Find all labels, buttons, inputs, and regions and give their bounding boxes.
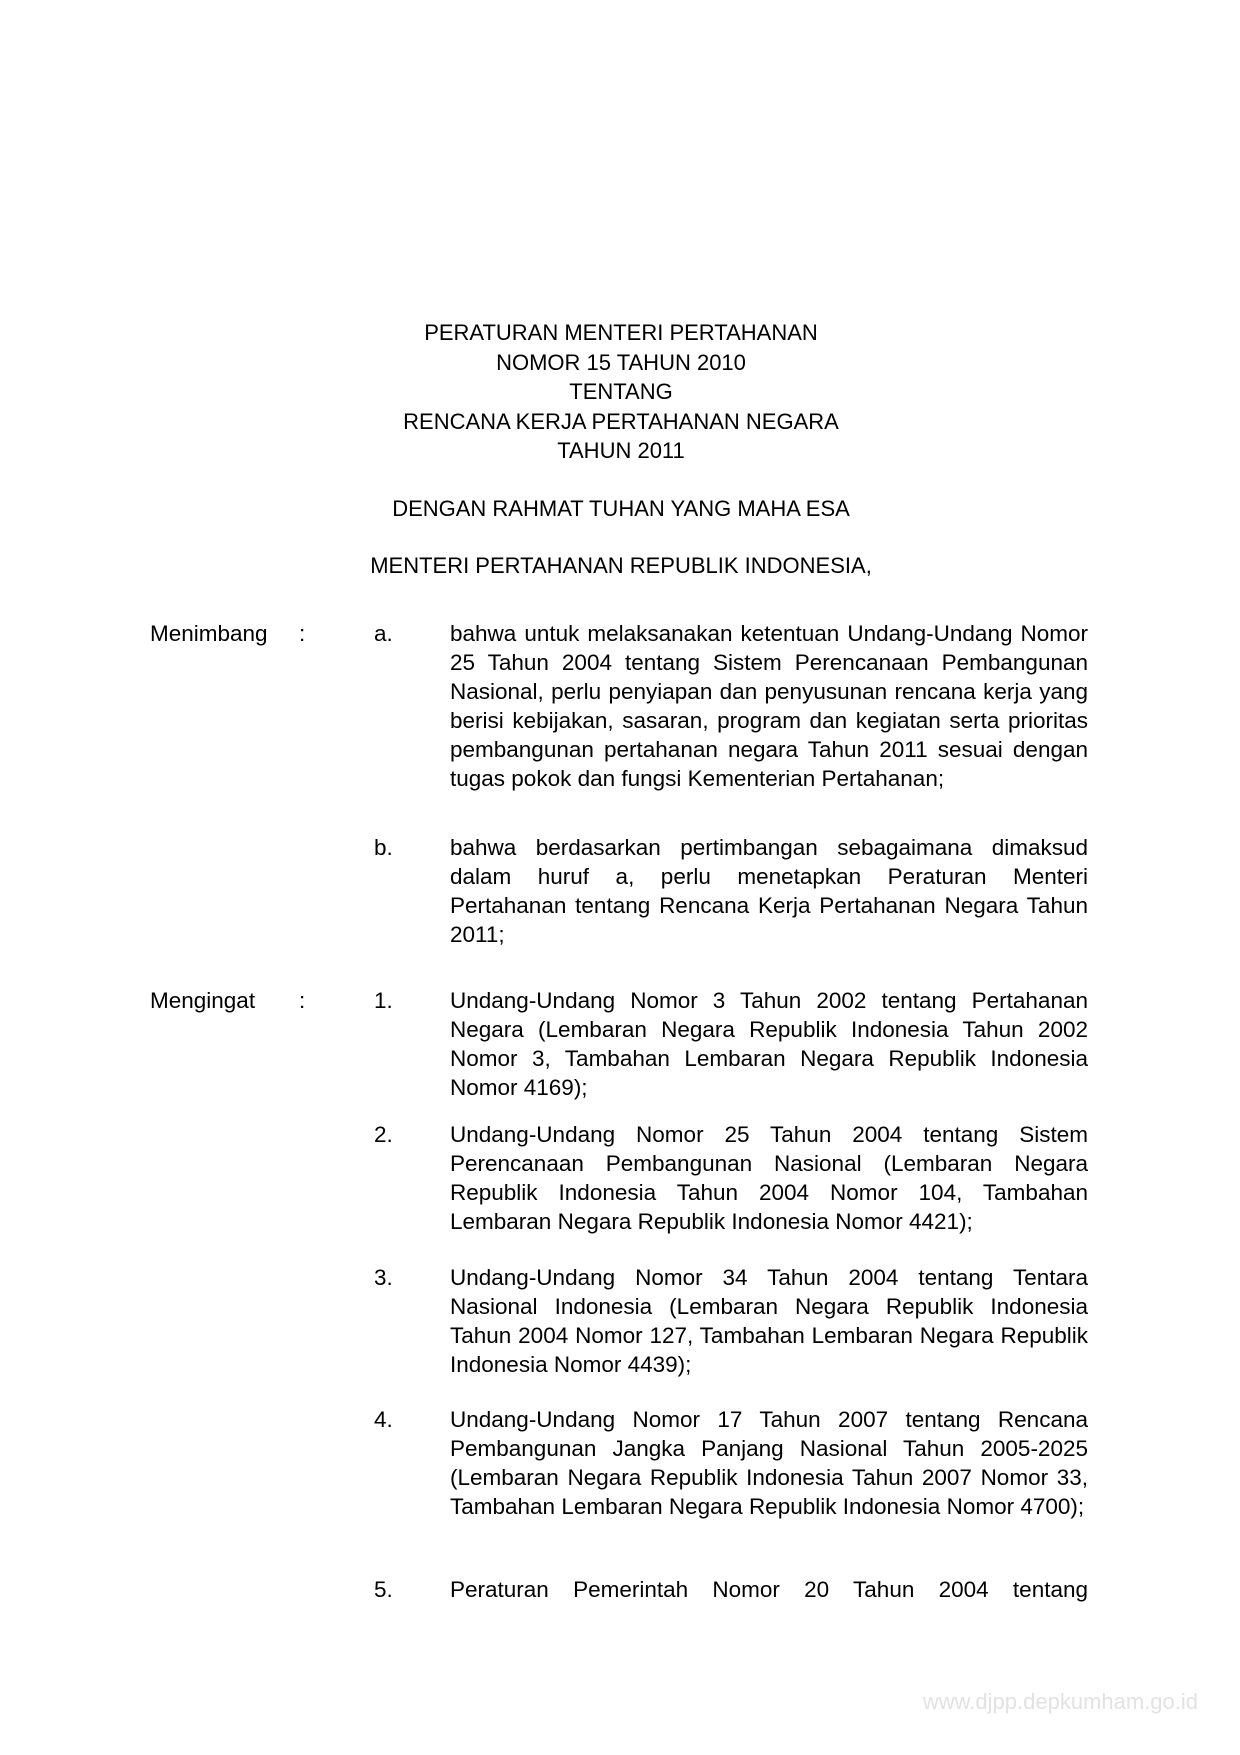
title-line-subject: RENCANA KERJA PERTAHANAN NEGARA	[403, 408, 839, 434]
item-marker: b.	[374, 835, 393, 860]
item-text: Undang-Undang Nomor 17 Tahun 2007 tentang Rencana Pembangunan Jangka Panjang Nasional Tahun 2005-2025 (Lembaran Negara Republik Indonesia Tahun 2007 Nomor 33, Tambahan Lembaran Negara Republik Indonesia Nomor 4700);	[450, 1407, 1088, 1519]
document-title	[250, 318, 992, 466]
title-line-about: TENTANG	[569, 379, 673, 404]
item-text: Undang-Undang Nomor 34 Tahun 2004 tentang Tentara Nasional Indonesia (Lembaran Negara Republik Indonesia Tahun 2004 Nomor 127, Tambahan Lembaran Negara Republik Indonesia Nomor 4439);	[450, 1265, 1088, 1377]
item-marker: 4.	[374, 1407, 393, 1432]
item-marker: a.	[374, 621, 393, 646]
menimbang-label: Menimbang	[150, 621, 268, 646]
item-text: Undang-Undang Nomor 3 Tahun 2002 tentang Pertahanan Negara (Lembaran Negara Republik Indonesia Tahun 2002 Nomor 3, Tambahan Lembaran Negara Republik Indonesia Nomor 4169);	[450, 988, 1088, 1100]
item-text: bahwa untuk melaksanakan ketentuan Undang-Undang Nomor 25 Tahun 2004 tentang Sistem Perencanaan Pembangunan Nasional, perlu penyiapan dan penyusunan rencana kerja yang berisi kebijakan, sasaran, program dan kegiatan serta prioritas pembangunan pertahanan negara Tahun 2011 sesuai dengan tugas pokok dan fungsi Kementerian Pertahanan;	[450, 621, 1088, 791]
item-text: Undang-Undang Nomor 25 Tahun 2004 tentang Sistem Perencanaan Pembangunan Nasional (Lembaran Negara Republik Indonesia Tahun 2004 Nomor 104, Tambahan Lembaran Negara Republik Indonesia Nomor 4421);	[450, 1122, 1088, 1234]
minister-heading: MENTERI PERTAHANAN REPUBLIK INDONESIA,	[370, 553, 872, 578]
item-text: Peraturan Pemerintah Nomor 20 Tahun 2004 tentang	[450, 1577, 1088, 1602]
mengingat-colon: :	[299, 988, 306, 1013]
watermark-url: www.djpp.depkumham.go.id	[922, 1689, 1198, 1714]
item-marker: 2.	[374, 1122, 393, 1147]
basmalah-heading: DENGAN RAHMAT TUHAN YANG MAHA ESA	[392, 496, 850, 521]
title-line-year: TAHUN 2011	[557, 438, 685, 463]
menimbang-colon: :	[299, 621, 306, 646]
item-marker: 1.	[374, 988, 393, 1013]
item-text: bahwa berdasarkan pertimbangan sebagaimana dimaksud dalam huruf a, perlu menetapkan Peraturan Menteri Pertahanan tentang Rencana Kerja Pertahanan Negara Tahun 2011;	[450, 835, 1088, 947]
title-line-number: NOMOR 15 TAHUN 2010	[496, 349, 746, 375]
title-line-regulation: PERATURAN MENTERI PERTAHANAN	[424, 320, 818, 345]
item-marker: 3.	[374, 1265, 393, 1290]
mengingat-label: Mengingat	[150, 988, 256, 1013]
item-marker: 5.	[374, 1577, 393, 1602]
